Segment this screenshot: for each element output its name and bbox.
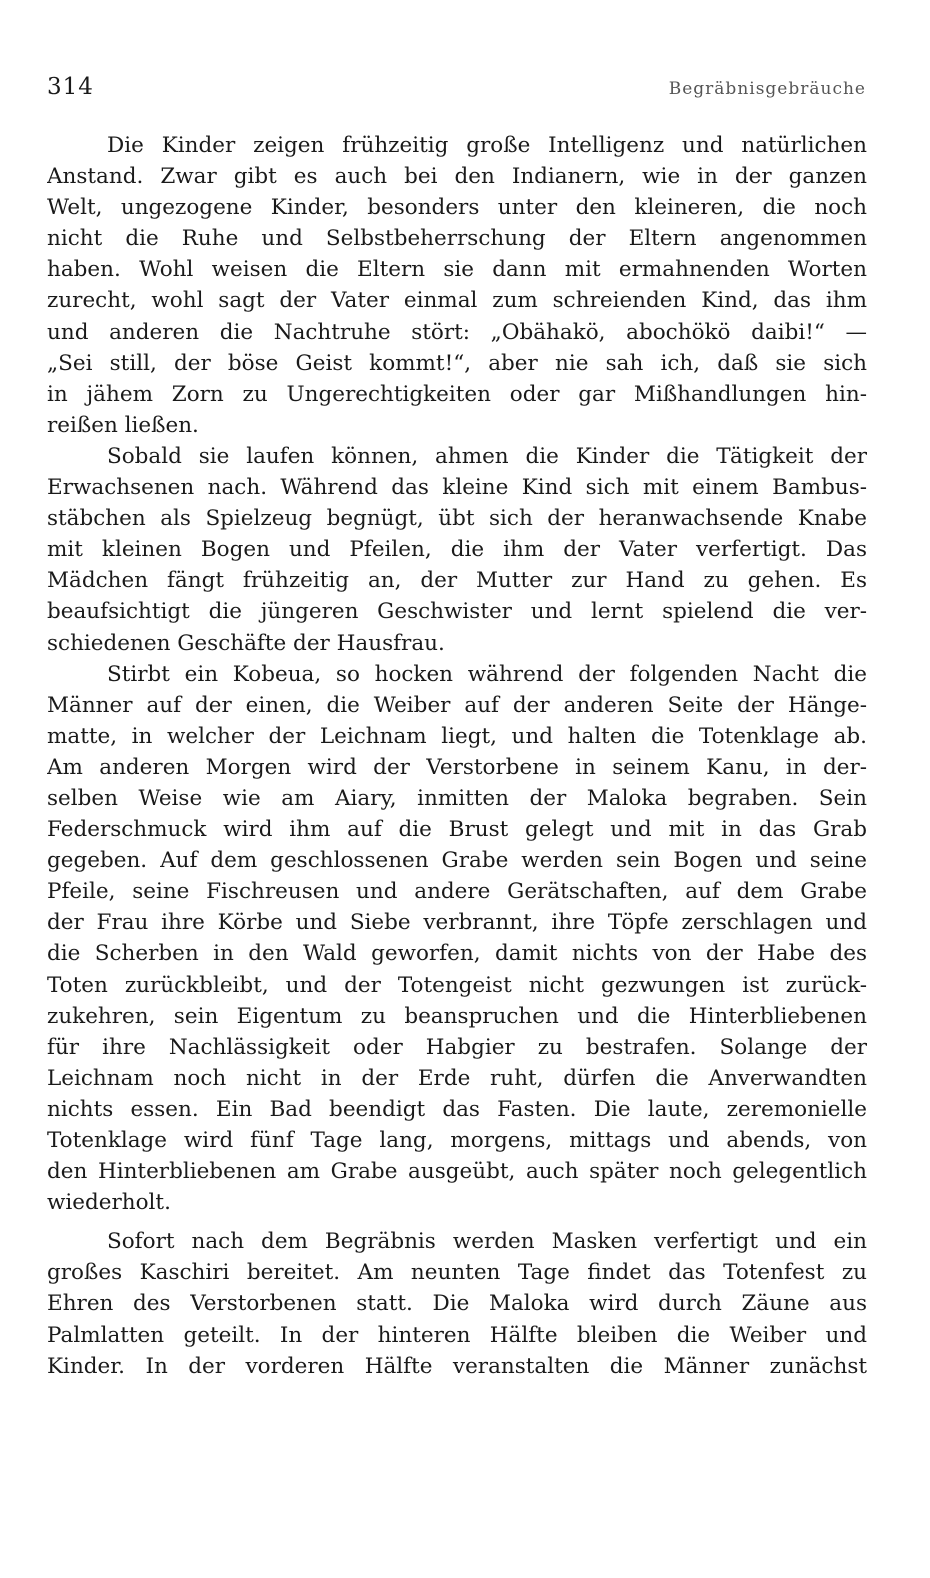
text-line: nicht die Ruhe und Selbstbeherrschung der Eltern angenommen — [47, 226, 867, 252]
text-line: Federschmuck wird ihm auf die Brust gelegt und mit in das Grab — [47, 817, 867, 843]
text-line: Männer auf der einen, die Weiber auf der anderen Seite der Hänge- — [47, 692, 867, 718]
body-text — [47, 130, 867, 1382]
text-line: Toten zurückbleibt, und der Totengeist nicht gezwungen ist zurück- — [47, 972, 867, 998]
text-line: in jähem Zorn zu Ungerechtigkeiten oder gar Mißhandlungen hin- — [47, 381, 867, 407]
text-line: Kinder. In der vorderen Hälfte veranstalten die Männer zunächst — [47, 1353, 867, 1379]
text-line: reißen ließen. — [47, 412, 199, 438]
text-line: stäbchen als Spielzeug begnügt, übt sich der heranwachsende Knabe — [47, 506, 867, 532]
text-line: großes Kaschiri bereitet. Am neunten Tage findet das Totenfest zu — [47, 1260, 867, 1286]
text-line: matte, in welcher der Leichnam liegt, und halten die Totenklage ab. — [47, 723, 867, 749]
text-line: „Sei still, der böse Geist kommt!“, aber nie sah ich, daß sie sich — [47, 350, 867, 376]
text-line: zurecht, wohl sagt der Vater einmal zum schreienden Kind, das ihm — [47, 288, 867, 314]
text-line: die Scherben in den Wald geworfen, damit nichts von der Habe des — [47, 941, 867, 967]
page-header — [47, 74, 866, 104]
running-head: Begräbnisgebräuche — [668, 79, 866, 99]
paragraph-1 — [47, 130, 867, 441]
text-line: Totenklage wird fünf Tage lang, morgens, mittags und abends, von — [47, 1128, 867, 1153]
text-line: wiederholt. — [47, 1190, 171, 1216]
text-line: beaufsichtigt die jüngeren Geschwister und lernt spielend die ver- — [47, 599, 867, 625]
paragraph-4 — [47, 1226, 867, 1381]
text-line: selben Weise wie am Aiary, inmitten der Maloka begraben. Sein — [47, 785, 867, 811]
text-line: Erwachsenen nach. Während das kleine Kind sich mit einem Bambus- — [47, 475, 867, 501]
text-line: Die Kinder zeigen frühzeitig große Intelligenz und natürlichen — [107, 133, 867, 158]
paragraph-2 — [47, 441, 867, 659]
text-line: Palmlatten geteilt. In der hinteren Hälfte bleiben die Weiber und — [47, 1322, 867, 1348]
text-line: Leichnam noch nicht in der Erde ruht, dürfen die Anverwandten — [47, 1065, 867, 1091]
text-line: Sofort nach dem Begräbnis werden Masken verfertigt und ein — [107, 1229, 867, 1255]
text-line: Ehren des Verstorbenen statt. Die Maloka wird durch Zäune aus — [47, 1291, 867, 1317]
text-line: Am anderen Morgen wird der Verstorbene in seinem Kanu, in der- — [47, 754, 867, 780]
text-line: haben. Wohl weisen die Eltern sie dann mit ermahnenden Worten — [47, 257, 867, 283]
text-line: Pfeile, seine Fischreusen und andere Gerätschaften, auf dem Grabe — [47, 879, 867, 905]
text-line: Anstand. Zwar gibt es auch bei den Indianern, wie in der ganzen — [47, 164, 867, 190]
text-line: Welt, ungezogene Kinder, besonders unter den kleineren, die noch — [47, 195, 867, 221]
text-line: Mädchen fängt frühzeitig an, der Mutter zur Hand zu gehen. Es — [47, 568, 867, 594]
text-line: gegeben. Auf dem geschlossenen Grabe werden sein Bogen und seine — [47, 848, 867, 874]
text-line: Sobald sie laufen können, ahmen die Kinder die Tätigkeit der — [107, 443, 867, 469]
text-line: Stirbt ein Kobeua, so hocken während der folgenden Nacht die — [107, 661, 867, 687]
text-line: den Hinterbliebenen am Grabe ausgeübt, auch später noch gelegentlich — [47, 1159, 867, 1185]
page-number: 314 — [47, 74, 94, 100]
paragraph-3 — [47, 659, 867, 1219]
text-line: zukehren, sein Eigentum zu beanspruchen und die Hinterbliebenen — [47, 1003, 867, 1029]
text-line: der Frau ihre Körbe und Siebe verbrannt, ihre Töpfe zerschlagen und — [47, 910, 867, 936]
text-line: schiedenen Geschäfte der Hausfrau. — [47, 630, 445, 656]
text-line: mit kleinen Bogen und Pfeilen, die ihm der Vater verfertigt. Das — [47, 537, 867, 563]
text-line: nichts essen. Ein Bad beendigt das Fasten. Die laute, zeremonielle — [47, 1096, 867, 1122]
text-line: und anderen die Nachtruhe stört: „Obähakö, abochökö daibi!“ — — [47, 319, 867, 345]
text-line: für ihre Nachlässigkeit oder Habgier zu bestrafen. Solange der — [47, 1034, 867, 1060]
